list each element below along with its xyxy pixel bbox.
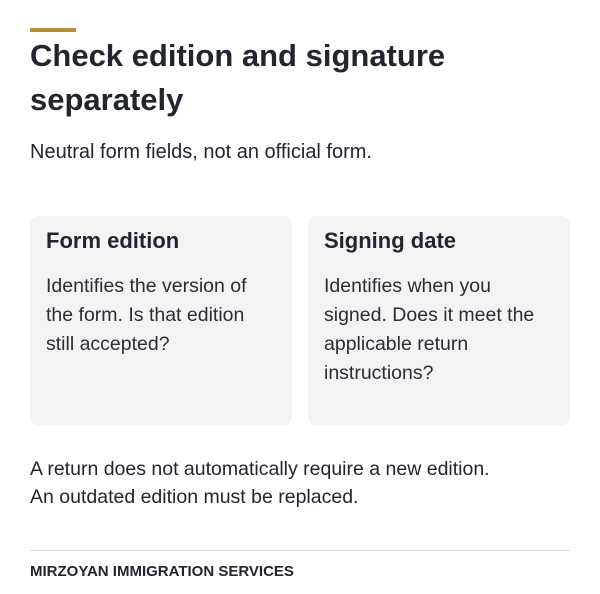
page-subtitle: Neutral form fields, not an official form. xyxy=(30,141,372,163)
card-body: Identifies the version of the form. Is that edition still accepted? xyxy=(46,275,247,355)
edition-note-line-2: An outdated edition must be replaced. xyxy=(30,486,359,508)
edition-note xyxy=(30,455,575,511)
card-body: Identifies when you signed. Does it meet the applicable return instructions? xyxy=(324,275,535,384)
footer-brand: MIRZOYAN IMMIGRATION SERVICES xyxy=(30,563,294,580)
page-title: Check edition and signature separately xyxy=(30,38,446,117)
edition-note-line-1: A return does not automatically require a new edition. xyxy=(30,458,490,480)
card-form-edition xyxy=(30,216,292,425)
footer-divider xyxy=(30,550,570,551)
card-signing-date xyxy=(308,216,570,425)
card-title: Form edition xyxy=(46,228,180,253)
card-title: Signing date xyxy=(324,228,456,253)
accent-bar xyxy=(30,28,76,32)
